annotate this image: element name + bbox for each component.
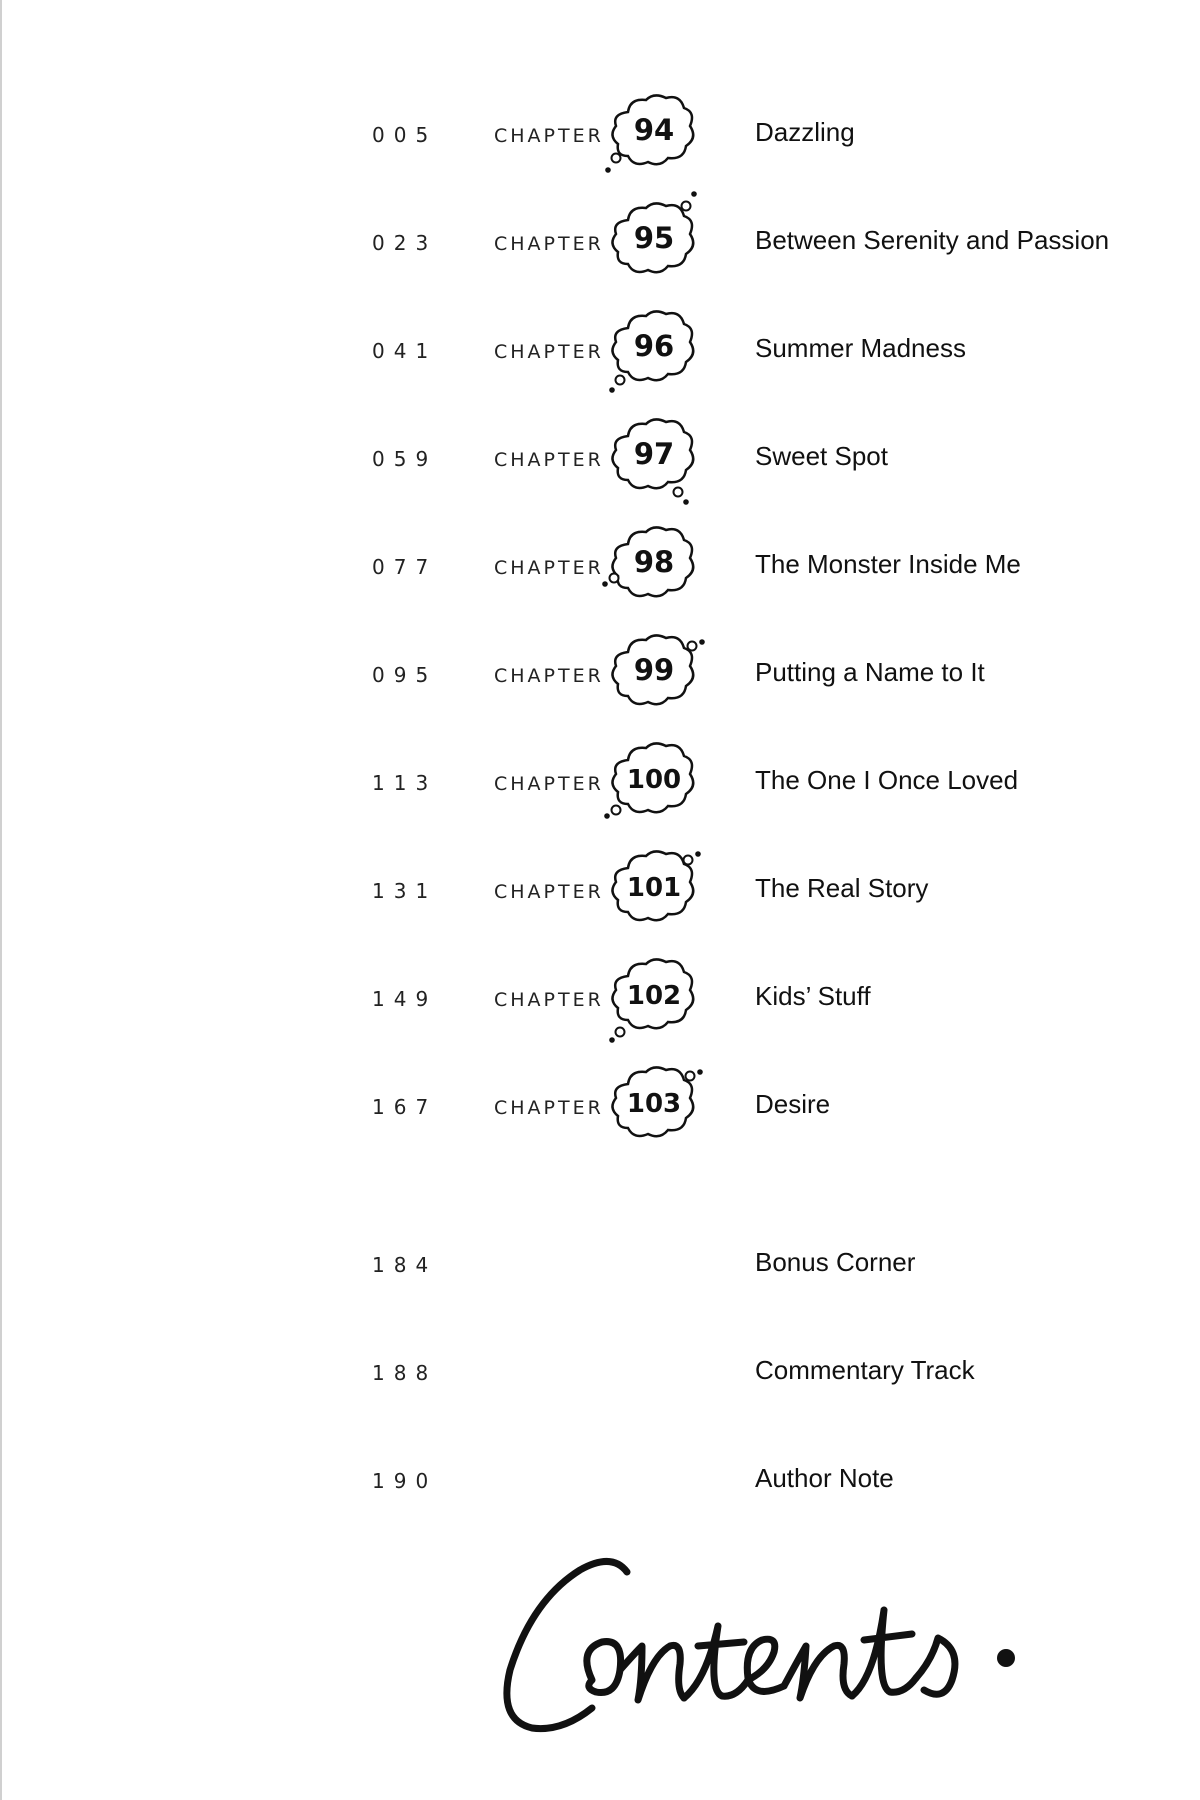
- chapter-label: CHAPTER: [494, 989, 604, 1011]
- page-number: 184: [372, 1253, 438, 1277]
- toc-entry[interactable]: [2, 203, 1200, 293]
- thought-bubble-icon: [594, 414, 714, 514]
- toc-entry[interactable]: [2, 635, 1200, 725]
- chapter-label: CHAPTER: [494, 665, 604, 687]
- chapter-number: 95: [633, 221, 675, 255]
- chapter-label: CHAPTER: [494, 1097, 604, 1119]
- page-number: 077: [372, 555, 438, 579]
- chapter-number: 100: [626, 765, 682, 795]
- page-number: 041: [372, 339, 438, 363]
- chapter-title: Summer Madness: [755, 333, 966, 363]
- chapter-title: Kids’ Stuff: [755, 981, 871, 1011]
- chapter-label: CHAPTER: [494, 125, 604, 147]
- page-number: 167: [372, 1095, 438, 1119]
- thought-bubble-icon: [594, 306, 714, 406]
- page-number: 190: [372, 1469, 438, 1493]
- toc-entry[interactable]: [2, 311, 1200, 401]
- toc-entry[interactable]: [2, 851, 1200, 941]
- toc-entry[interactable]: [2, 419, 1200, 509]
- chapter-title: The Monster Inside Me: [755, 549, 1021, 579]
- page-number: 005: [372, 123, 438, 147]
- thought-bubble-icon: [594, 1062, 714, 1162]
- toc-entry-extra[interactable]: [2, 1441, 1200, 1531]
- extra-title: Commentary Track: [755, 1355, 975, 1385]
- chapter-title: Sweet Spot: [755, 441, 888, 471]
- chapter-number: 102: [626, 981, 682, 1011]
- thought-bubble-icon: [594, 522, 714, 622]
- thought-bubble-icon: [594, 90, 714, 190]
- thought-bubble-icon: [594, 630, 714, 730]
- thought-bubble-icon: [594, 198, 714, 298]
- chapter-number: 99: [633, 653, 675, 687]
- thought-bubble-icon: [594, 846, 714, 946]
- thought-bubble-icon: [594, 738, 714, 838]
- chapter-number: 101: [626, 873, 682, 903]
- chapter-title: Putting a Name to It: [755, 657, 985, 687]
- chapter-number: 98: [633, 545, 675, 579]
- chapter-title: Between Serenity and Passion: [755, 225, 1110, 255]
- chapter-label: CHAPTER: [494, 557, 604, 579]
- toc-entry-extra[interactable]: [2, 1225, 1200, 1315]
- chapter-label: CHAPTER: [494, 341, 604, 363]
- page-number: 023: [372, 231, 438, 255]
- chapter-label: CHAPTER: [494, 881, 604, 903]
- chapter-label: CHAPTER: [494, 449, 604, 471]
- chapter-label: CHAPTER: [494, 233, 604, 255]
- chapter-label: CHAPTER: [494, 773, 604, 795]
- contents-script-heading: [492, 1530, 1102, 1770]
- toc-entry[interactable]: [2, 1067, 1200, 1157]
- toc-entry[interactable]: [2, 743, 1200, 833]
- page-number: 095: [372, 663, 438, 687]
- page-number: 059: [372, 447, 438, 471]
- toc-entry[interactable]: [2, 959, 1200, 1049]
- chapter-number: 96: [633, 329, 675, 363]
- chapter-title: The One I Once Loved: [755, 765, 1019, 795]
- toc-entry[interactable]: [2, 95, 1200, 185]
- extra-title: Author Note: [755, 1463, 894, 1493]
- toc-entry[interactable]: [2, 527, 1200, 617]
- page-number: 113: [372, 771, 438, 795]
- chapter-title: Desire: [755, 1089, 831, 1119]
- extra-title: Bonus Corner: [755, 1247, 916, 1277]
- page-number: 149: [372, 987, 438, 1011]
- chapter-title: Dazzling: [755, 117, 855, 147]
- page-number: 188: [372, 1361, 438, 1385]
- page-number: 131: [372, 879, 438, 903]
- chapter-number: 97: [633, 437, 675, 471]
- chapter-number: 103: [626, 1089, 682, 1119]
- thought-bubble-icon: [594, 954, 714, 1054]
- chapter-title: The Real Story: [755, 873, 929, 903]
- toc-entry-extra[interactable]: [2, 1333, 1200, 1423]
- chapter-number: 94: [633, 113, 675, 147]
